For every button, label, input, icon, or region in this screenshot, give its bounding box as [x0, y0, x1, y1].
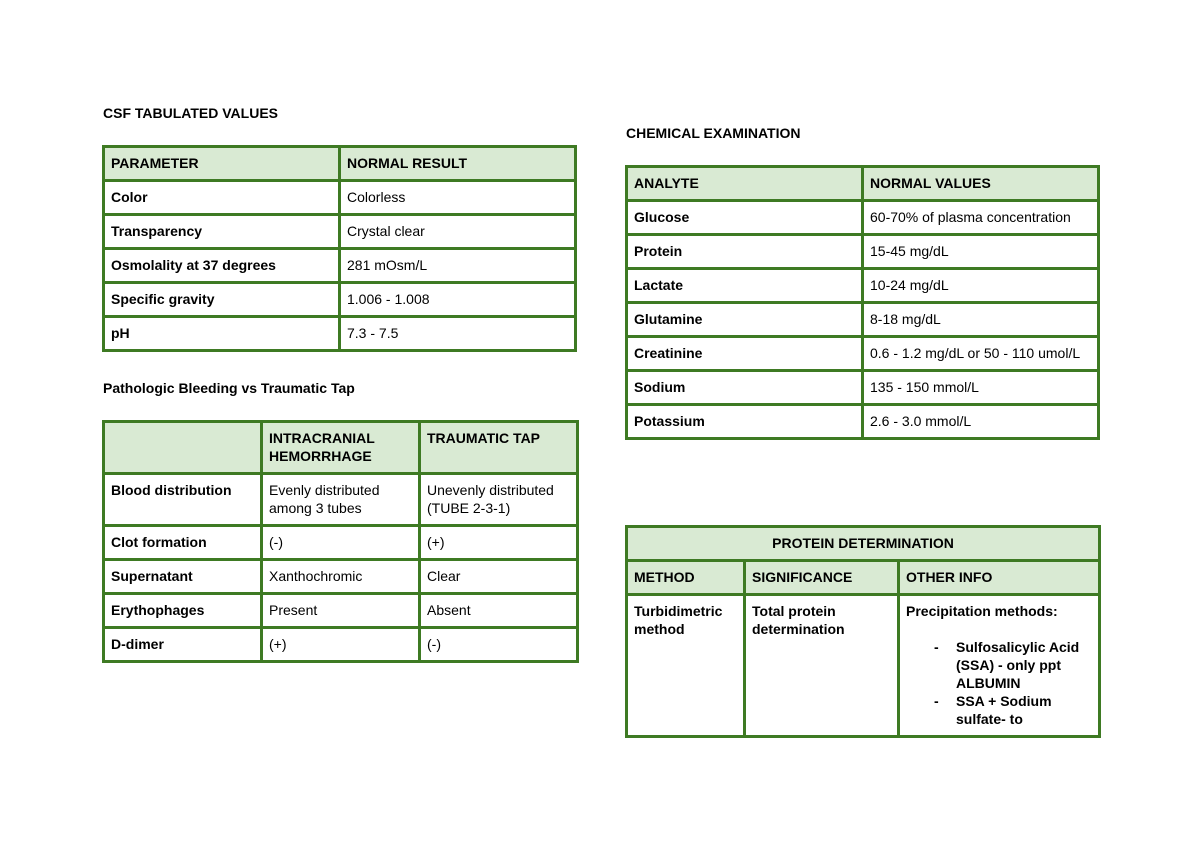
table-row: [104, 215, 576, 249]
bleeding-table: [102, 420, 579, 663]
table-row: [627, 269, 1099, 303]
table-header-row: [627, 167, 1099, 201]
table-row: [104, 317, 576, 351]
method-cell: Turbidimetric method: [627, 595, 745, 737]
row-value: 60-70% of plasma concentration: [863, 201, 1099, 235]
csf-title: CSF TABULATED VALUES: [103, 105, 278, 121]
row-value: (+): [262, 628, 420, 662]
protein-title: PROTEIN DETERMINATION: [627, 527, 1100, 561]
row-label: pH: [104, 317, 340, 351]
row-label: Glucose: [627, 201, 863, 235]
column-header-parameter: PARAMETER: [104, 147, 340, 181]
row-value: 281 mOsm/L: [340, 249, 576, 283]
row-label: Protein: [627, 235, 863, 269]
row-label: Sodium: [627, 371, 863, 405]
row-value: 135 - 150 mmol/L: [863, 371, 1099, 405]
row-value: 2.6 - 3.0 mmol/L: [863, 405, 1099, 439]
table-row: [104, 283, 576, 317]
chemical-title: CHEMICAL EXAMINATION: [626, 125, 801, 141]
table-row: [104, 628, 578, 662]
column-header-method: METHOD: [627, 561, 745, 595]
bleeding-title: Pathologic Bleeding vs Traumatic Tap: [103, 380, 355, 396]
row-label: Color: [104, 181, 340, 215]
table-row: [627, 371, 1099, 405]
column-header-normal-values: NORMAL VALUES: [863, 167, 1099, 201]
row-label: Specific gravity: [104, 283, 340, 317]
row-value: (+): [420, 526, 578, 560]
row-label: Creatinine: [627, 337, 863, 371]
table-header-row: [104, 422, 578, 474]
list-item: - SSA + Sodium sulfate- to: [906, 692, 1092, 728]
column-header-intracranial-hemorrhage: INTRACRANIAL HEMORRHAGE: [262, 422, 420, 474]
row-label: Blood distribution: [104, 474, 262, 526]
row-label: Supernatant: [104, 560, 262, 594]
other-info-heading: Precipitation methods:: [906, 603, 1058, 619]
table-row: [104, 474, 578, 526]
table-row: [627, 595, 1100, 737]
column-header-normal-result: NORMAL RESULT: [340, 147, 576, 181]
row-label: Erythophages: [104, 594, 262, 628]
row-label: Clot formation: [104, 526, 262, 560]
list-item: - Sulfosalicylic Acid (SSA) - only ppt ALBUMIN: [906, 638, 1092, 692]
table-row: [104, 526, 578, 560]
row-label: Glutamine: [627, 303, 863, 337]
table-row: [627, 337, 1099, 371]
table-header-row: [627, 561, 1100, 595]
row-value: 7.3 - 7.5: [340, 317, 576, 351]
row-label: Potassium: [627, 405, 863, 439]
row-value: Colorless: [340, 181, 576, 215]
significance-cell: Total protein determination: [745, 595, 899, 737]
column-header-analyte: ANALYTE: [627, 167, 863, 201]
row-value: 10-24 mg/dL: [863, 269, 1099, 303]
row-value: 0.6 - 1.2 mg/dL or 50 - 110 umol/L: [863, 337, 1099, 371]
row-value: Xanthochromic: [262, 560, 420, 594]
row-value: 1.006 - 1.008: [340, 283, 576, 317]
row-label: Lactate: [627, 269, 863, 303]
row-value: (-): [420, 628, 578, 662]
other-info-cell: [899, 595, 1100, 737]
table-title-row: [627, 527, 1100, 561]
column-header-other-info: OTHER INFO: [899, 561, 1100, 595]
row-label: Transparency: [104, 215, 340, 249]
table-row: [627, 405, 1099, 439]
row-label: Osmolality at 37 degrees: [104, 249, 340, 283]
row-value: Crystal clear: [340, 215, 576, 249]
row-value: Present: [262, 594, 420, 628]
column-header-traumatic-tap: TRAUMATIC TAP: [420, 422, 578, 474]
protein-table: [625, 525, 1101, 738]
table-header-row: [104, 147, 576, 181]
table-row: [104, 181, 576, 215]
row-value: 8-18 mg/dL: [863, 303, 1099, 337]
table-row: [104, 249, 576, 283]
precipitation-methods-list: [906, 638, 1092, 728]
csf-table: [102, 145, 577, 352]
row-value: Absent: [420, 594, 578, 628]
row-value: Evenly distributed among 3 tubes: [262, 474, 420, 526]
row-label: D-dimer: [104, 628, 262, 662]
chemical-table: [625, 165, 1100, 440]
table-row: [627, 201, 1099, 235]
table-row: [104, 560, 578, 594]
table-row: [627, 235, 1099, 269]
column-header-significance: SIGNIFICANCE: [745, 561, 899, 595]
row-value: Unevenly distributed (TUBE 2-3-1): [420, 474, 578, 526]
row-value: Clear: [420, 560, 578, 594]
column-header-empty: [104, 422, 262, 474]
row-value: 15-45 mg/dL: [863, 235, 1099, 269]
table-row: [104, 594, 578, 628]
row-value: (-): [262, 526, 420, 560]
table-row: [627, 303, 1099, 337]
